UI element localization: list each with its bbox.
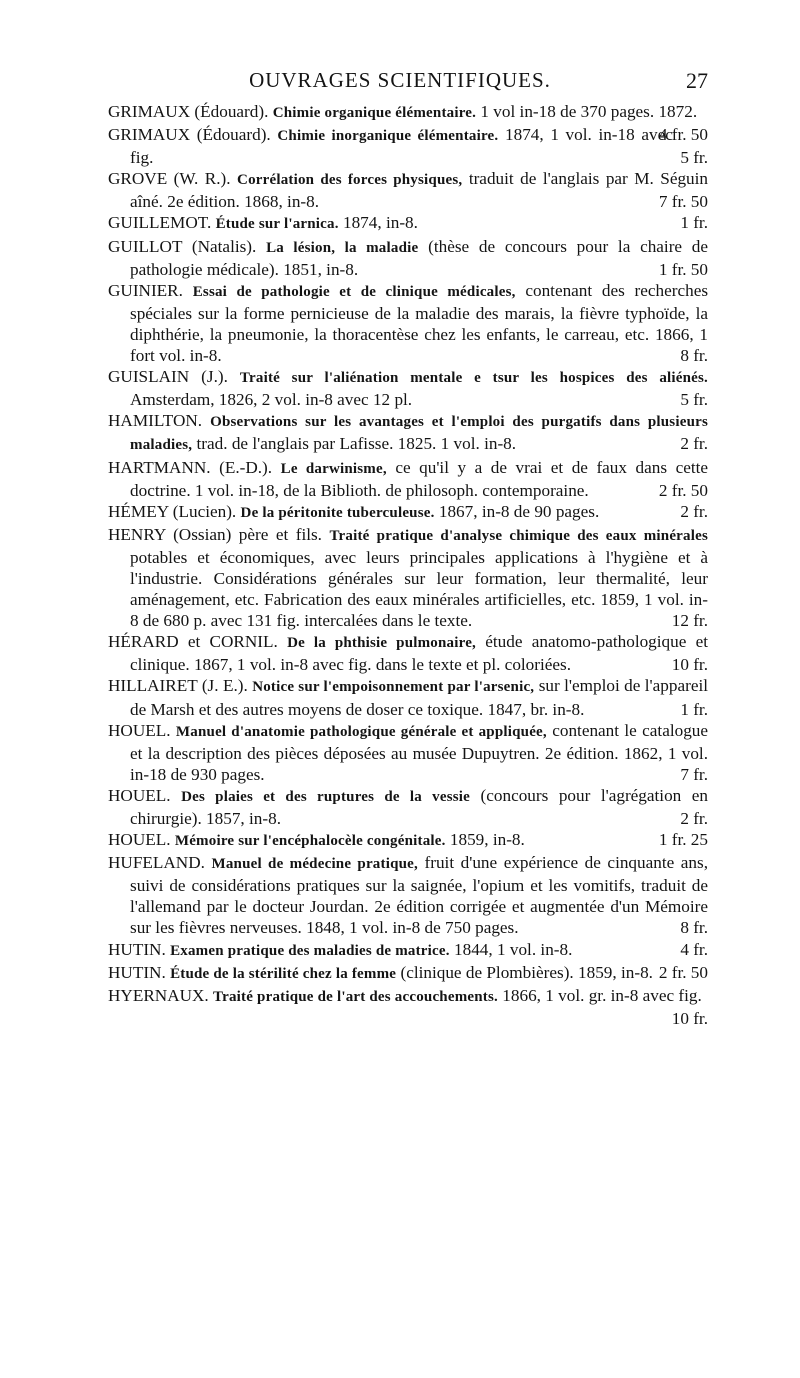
entry-title: La lésion, la maladie [266, 239, 419, 256]
entry-author: GROVE (W. R.). [108, 169, 231, 189]
entry-price: 2 fr. [680, 809, 708, 828]
entry-details: 1867, in-8 de 90 pages. [438, 501, 600, 521]
entry-title: Étude sur l'arnica. [215, 216, 339, 233]
catalogue-entry [108, 985, 708, 1028]
entry-author: HUFELAND. [108, 853, 205, 873]
entry-author: GUILLOT (Natalis). [108, 236, 257, 256]
entry-title: Manuel d'anatomie pathologique générale et appliquée, [175, 723, 547, 740]
entry-author: HOUEL. [108, 830, 171, 850]
catalogue-entry [108, 829, 708, 852]
entry-title: Chimie inorganique élémentaire. [277, 128, 499, 145]
catalogue-entry [108, 236, 708, 280]
entry-author: HOUEL. [108, 720, 171, 740]
catalogue-entry [108, 962, 708, 985]
entry-author: GUISLAIN (J.). [108, 367, 228, 387]
entry-details: ce qu'il y a de vrai et de faux dans cette doctrine. 1 vol. in-18, de la Biblioth. de philosoph. contemporaine. [130, 457, 708, 500]
entry-price: 2 fr. [680, 434, 708, 454]
entry-price: 10 fr. [671, 1008, 708, 1028]
entry-price: 5 fr. [680, 390, 708, 410]
entry-price: 12 fr. [671, 611, 708, 631]
entry-title: Traité sur l'aliénation mentale e tsur les hospices des aliénés. [239, 370, 708, 387]
entry-title: Manuel de médecine pratique, [211, 856, 418, 873]
entry-details: étude anatomo-pathologique et clinique. 1867, 1 vol. in-8 avec fig. dans le texte et pl. coloriées. [130, 632, 709, 675]
entry-price: 2 fr. 50 [658, 480, 708, 500]
catalogue-entry [108, 212, 708, 235]
entry-author: GUILLEMOT. [108, 213, 212, 233]
entry-details: 1874, in-8. [342, 213, 418, 233]
entry-author: HUTIN. [108, 962, 166, 982]
entry-author: HENRY (Ossian) père et fils. [108, 524, 322, 544]
entry-details: contenant des recherches spéciales sur la forme pernicieuse de la maladie des marais, la fièvre typhoïde, la diphthérie, la pneumonie, la thoracentèse chez les enfants, le carreau, etc. 1866, 1 fort vol. in-8. [130, 280, 709, 366]
entry-details: (concours pour l'agrégation en chirurgie). 1857, in-8. [130, 785, 708, 828]
page-number: 27 [686, 68, 708, 93]
entry-price: 7 fr. [680, 764, 708, 784]
entry-details: 1859, in-8. [449, 830, 525, 850]
entry-price: 2 fr. 50 [658, 962, 708, 982]
entry-details: trad. de l'anglais par Lafisse. 1825. 1 vol. in-8. [196, 434, 517, 454]
entry-details: sur l'emploi de l'appareil de Marsh et des autres moyens de doser ce toxique. 1847, br. in-8. [130, 676, 708, 719]
entry-price: 1 fr. 50 [658, 259, 708, 279]
entry-price: 1 fr. [680, 699, 708, 719]
entry-price: 1 fr. [680, 213, 708, 233]
catalogue-entry [108, 675, 708, 719]
entry-price: 8 fr. [680, 346, 708, 366]
entry-author: HYERNAUX. [108, 985, 209, 1005]
catalogue-entry [108, 785, 708, 829]
entry-price: 2 fr. [680, 501, 708, 521]
catalogue-entry [108, 280, 708, 366]
entry-title: Le darwinisme, [280, 460, 387, 477]
catalogue-entry [108, 631, 708, 675]
entry-title: De la phthisie pulmonaire, [287, 635, 477, 652]
catalogue-entry [108, 501, 708, 524]
entry-details: potables et économiques, avec leurs principales applications à l'hygiène et à l'industrie. Considérations générales sur leur formation, leur thermalité, leur aménagement, etc. Fabrication des eaux minérales artificielles, etc. 1859, 1 vol. in-8 de 680 p. avec 131 fig. intercalées dans le texte. [130, 547, 708, 631]
entry-author: HUTIN. [108, 939, 166, 959]
entry-author: HILLAIRET (J. E.). [108, 676, 248, 696]
entry-author: GUINIER. [108, 280, 183, 300]
entry-details: traduit de l'anglais par M. Séguin aîné. 2e édition. 1868, in-8. [130, 169, 709, 212]
catalogue-entry [108, 366, 708, 410]
entry-title: Essai de pathologie et de clinique médicales, [192, 283, 516, 300]
entry-title: Traité pratique d'analyse chimique des eaux minérales [329, 527, 709, 544]
entry-details: 1866, 1 vol. gr. in-8 avec fig. [502, 985, 702, 1005]
entry-author: HARTMANN. (E.-D.). [108, 457, 273, 477]
entry-title: Corrélation des forces physiques, [237, 172, 463, 189]
entry-price: 5 fr. [680, 148, 708, 168]
entry-title: Notice sur l'empoisonnement par l'arsenic, [252, 679, 535, 696]
catalogue-entry [108, 524, 708, 631]
entry-price: 10 fr. [671, 655, 708, 675]
entry-details: 1844, 1 vol. in-8. [454, 939, 573, 959]
entry-title: Étude de la stérilité chez la femme [170, 965, 397, 982]
entry-price: 1 fr. 25 [658, 830, 708, 850]
entry-author: HÉRARD et CORNIL. [108, 632, 278, 652]
entry-title: De la péritonite tuberculeuse. [240, 504, 435, 521]
entry-title: Examen pratique des maladies de matrice. [170, 942, 450, 959]
entry-title: Traité pratique de l'art des accouchements. [213, 988, 498, 1005]
entry-details: (clinique de Plombières). 1859, in-8. [400, 962, 653, 982]
entry-price: 4 fr. 50 [658, 125, 708, 145]
entry-price: 8 fr. [680, 918, 708, 938]
catalogue-entry [108, 168, 708, 212]
entry-author: GRIMAUX (Édouard). [108, 125, 271, 145]
entry-author: HAMILTON. [108, 411, 203, 431]
entry-price: 7 fr. 50 [658, 192, 708, 212]
catalogue-entry [108, 852, 708, 938]
entry-title: Observations sur les avantages et l'emploi des purgatifs dans plusieurs maladies, [130, 414, 709, 454]
entry-details: contenant le catalogue et la description des pièces déposées au musée Dupuytren. 2e édition. 1862, 1 vol. in-18 de 930 pages. [130, 720, 709, 784]
entry-title: Chimie organique élémentaire. [272, 105, 477, 121]
entry-details: 1 vol in-18 de 370 pages. 1872. [480, 102, 698, 121]
catalogue-entry [108, 939, 708, 962]
entry-author: GRIMAUX (Édouard). [108, 102, 269, 121]
page-title: OUVRAGES SCIENTIFIQUES. [249, 68, 551, 92]
entry-details: 1874, 1 vol. in-18 avec fig. [130, 125, 673, 168]
catalogue-entry [108, 124, 708, 168]
entry-details: fruit d'une expérience de cinquante ans, suivi de considérations pratiques sur la saignée, l'opium et les vomitifs, traduit de l'allemand par le docteur Jourdan. 2e édition corrigée et augmentée d'un Mémoire sur les fièvres nerveuses. 1848, 1 vol. in-8 de 750 pages. [130, 853, 708, 938]
entry-details: Amsterdam, 1826, 2 vol. in-8 avec 12 pl. [130, 390, 413, 410]
running-head [0, 68, 800, 94]
entry-author: HOUEL. [108, 785, 171, 805]
catalogue-list [108, 101, 708, 1029]
catalogue-entry [108, 457, 708, 501]
catalogue-entry [108, 720, 708, 785]
entry-price: 4 fr. [680, 939, 708, 959]
entry-details: (thèse de concours pour la chaire de pathologie médicale). 1851, in-8. [130, 236, 709, 279]
entry-title: Mémoire sur l'encéphalocèle congénitale. [174, 833, 446, 850]
catalogue-entry [108, 410, 708, 456]
entry-author: HÉMEY (Lucien). [108, 501, 237, 521]
entry-title: Des plaies et des ruptures de la vessie [181, 788, 471, 805]
